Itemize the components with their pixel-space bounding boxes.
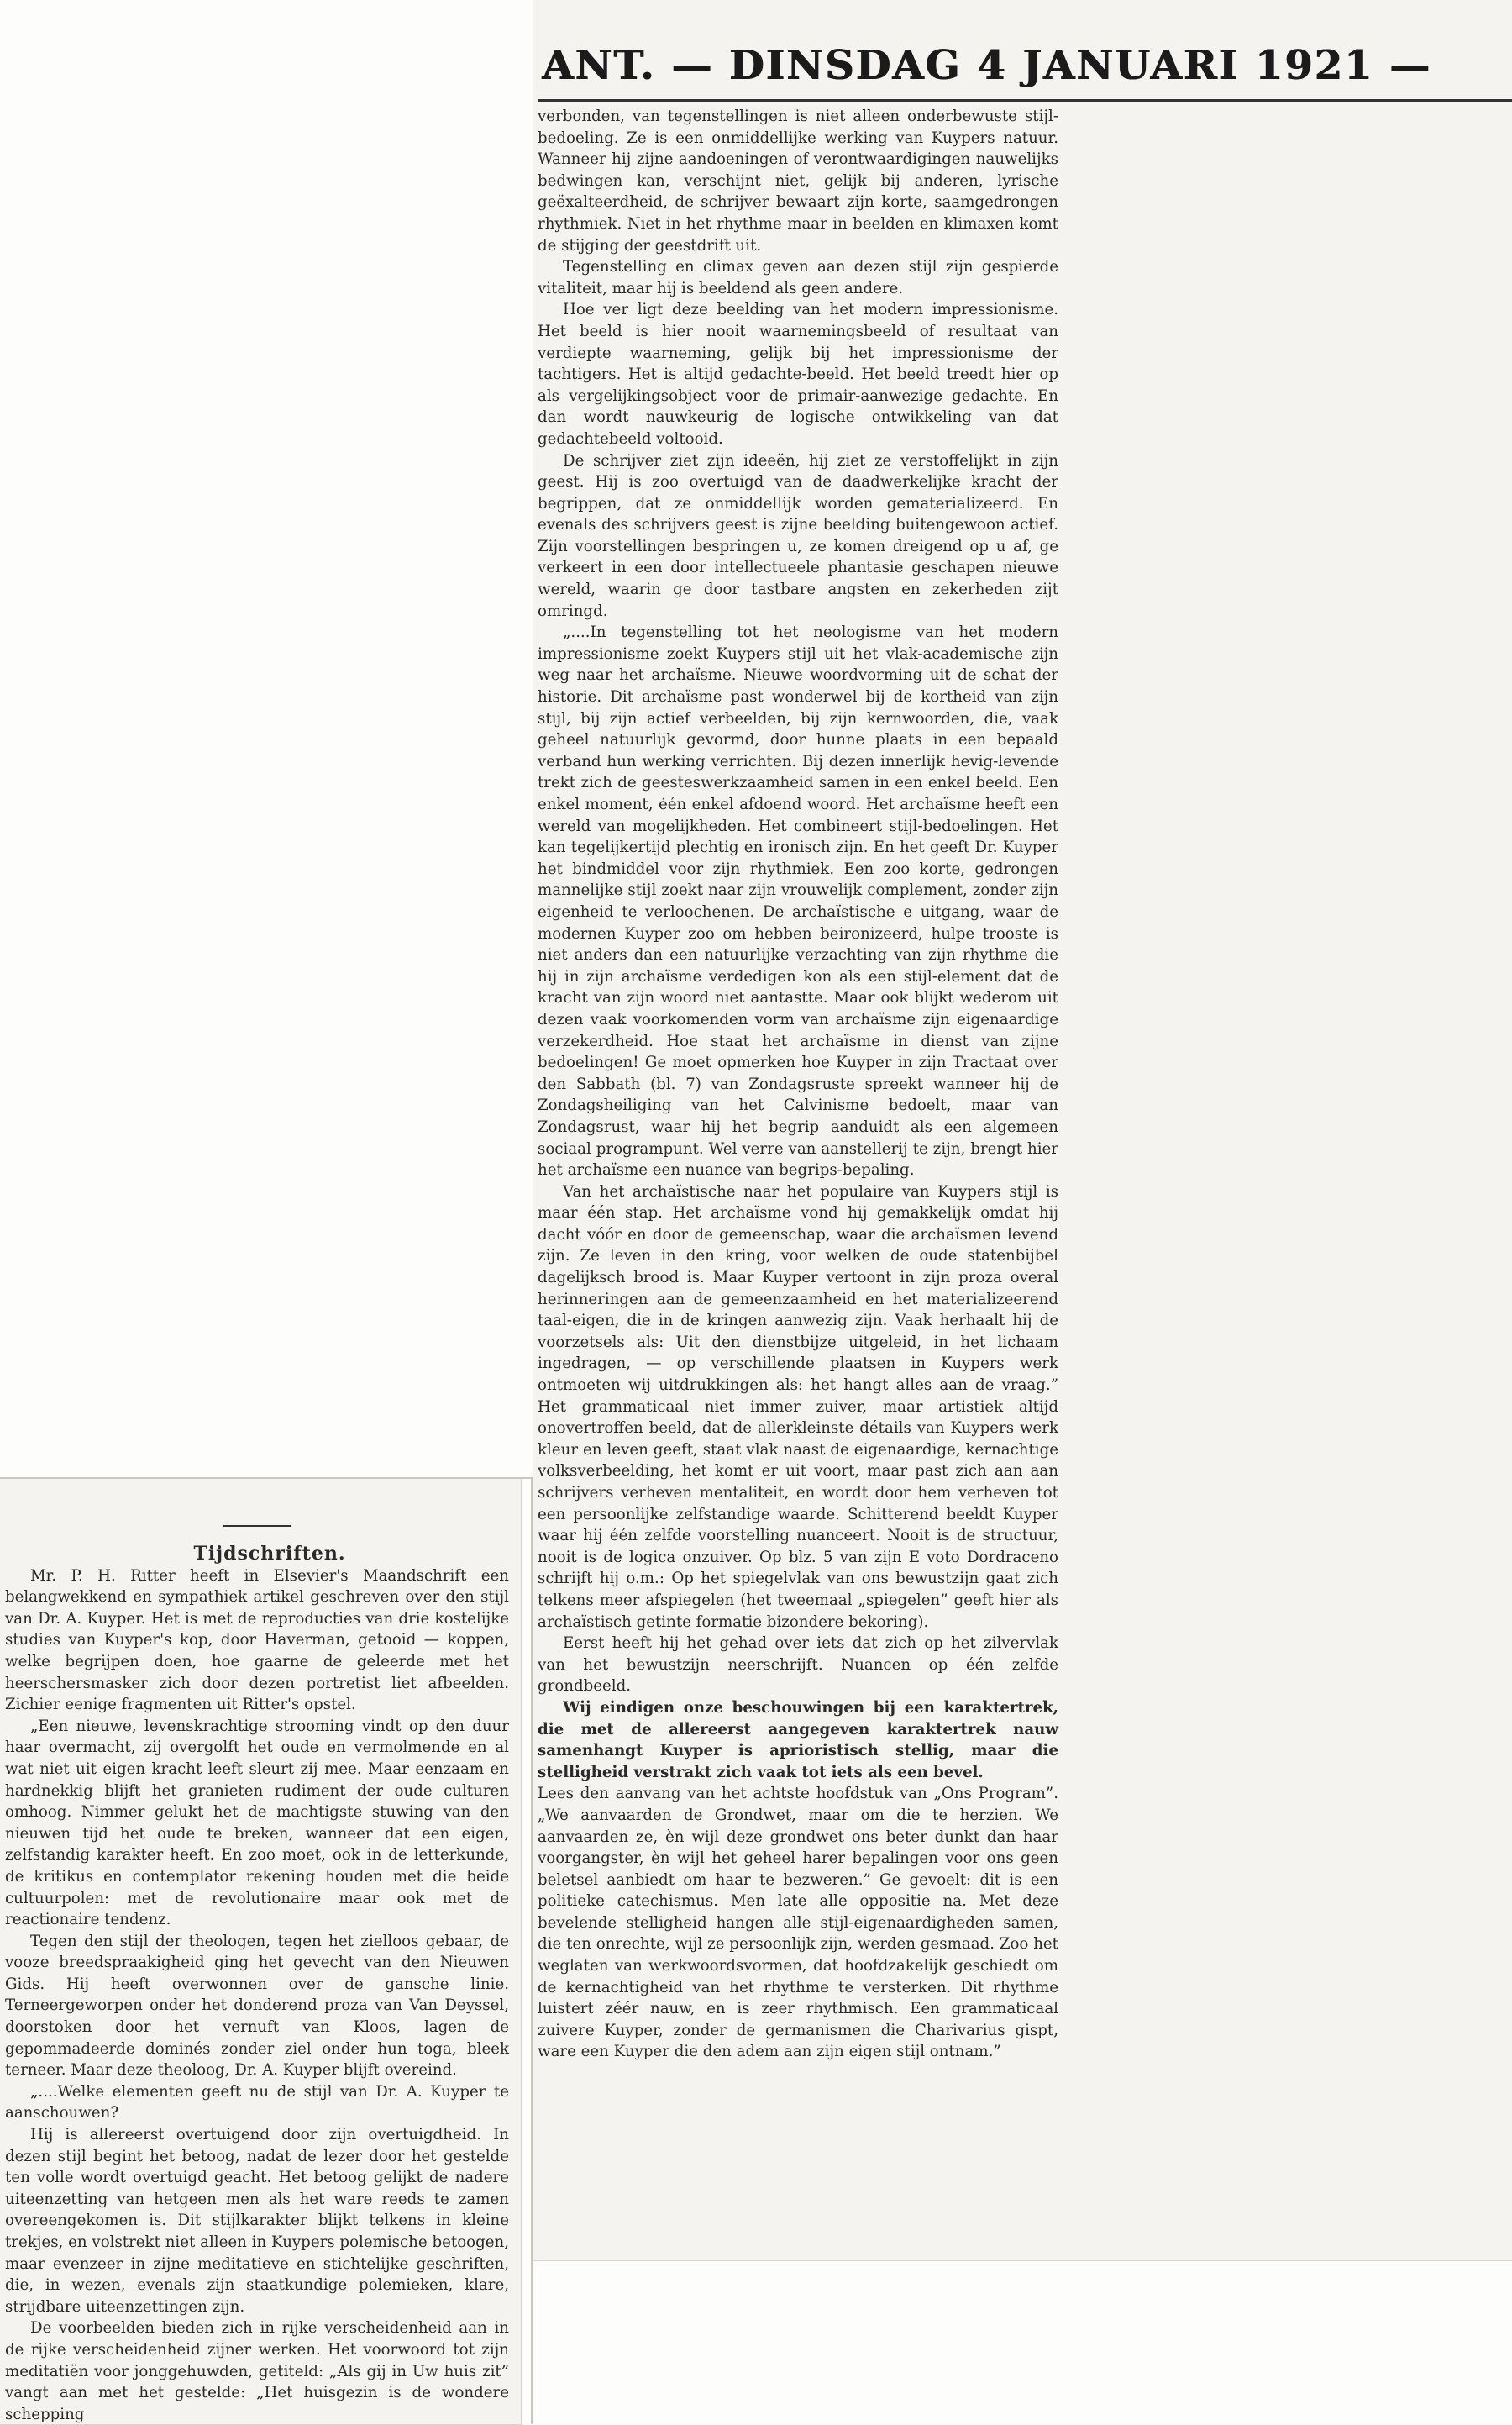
heading-rule <box>223 1525 291 1527</box>
article-paragraph: Tegen den stijl der theologen, tegen het zielloos gebaar, de vooze breedspraakigheid ging het gevecht van den Nieuwen Gids. Hij heeft overwonnen over de gansche linie. Terneergeworpen onder het donderend proza van Van Deyssel, doorstoken door het vernuft van Kloos, lagen de gepommadeerde dominés zonder ziel onder hun toga, bleek terneer. Maar deze theoloog, Dr. A. Kuyper blijft overeind. <box>5 1932 509 2080</box>
article-paragraph: Hoe ver ligt deze beelding van het modern impressionisme. Het beeld is hier nooit waarnemingsbeeld of resultaat van verdiepte waarneming, gelijk bij het impressionisme der tachtigers. Het is altijd gedachte-beeld. Het beeld treedt hier op als vergelijkingsobject voor de primair-aanwezige gedachte. En dan wordt nauwkeurig de logische ontwikkeling van dat gedachtebeeld voltooid. <box>538 301 1058 448</box>
left-article-column <box>5 1525 509 2425</box>
article-paragraph: De voorbeelden bieden zich in rijke verscheidenheid aan in de rijke verscheidenheid zijner werken. Het voorwoord tot zijn meditatiën voor jonggehuwden, getiteld: „Als gij in Uw huis zit” vangt aan met het gestelde: „Het huisgezin is de wondere schepping <box>5 2319 509 2423</box>
article-paragraph: „....Welke elementen geeft nu de stijl van Dr. A. Kuyper te aanschouwen? <box>5 2082 509 2123</box>
article-paragraph: „....In tegenstelling tot het neologisme van het modern impressionisme zoekt Kuypers stijl uit het vlak-academische zijn weg naar het archaïsme. Nieuwe woordvorming uit de schat der historie. Dit archaïsme past wonderwel bij de kortheid van zijn stijl, bij zijn actief verbeelden, bij zijn kernwoorden, die, vaak geheel natuurlijk gevormd, door hunne plaats in een bepaald verband hun werking verrichten. Bij dezen innerlijk hevig-levende trekt zich de geesteswerkzaamheid samen in een enkel beeld. Een enkel moment, één enkel afdoend woord. Het archaïsme heeft een wereld van mogelijkheden. Het combineert stijl-bedoelingen. Het kan tegelijkertijd plechtig en ironisch zijn. En het geeft Dr. Kuyper het bindmiddel voor zijn rhythmiek. Een zoo korte, gedrongen mannelijke stijl zoekt naar zijn vrouwelijk complement, zonder zijn eigenheid te verloochenen. De archaïstische e uitgang, waar de modernen Kuyper zoo om hebben beironizeerd, hulpe trooste is niet anders dan een natuurlijke verzachting van zijn rhythme die hij in zijn archaïsme verdedigen kon als een stijl-element dat de kracht van zijn woord niet aantastte. Maar ook blijkt wederom uit dezen vaak voorkomenden vorm van archaïsme zijn eigenaardige verzekerdheid. Hoe staat het archaïsme in dienst van zijne bedoelingen! Ge moet opmerken hoe Kuyper in zijn Tractaat over den Sabbath (bl. 7) van Zondagsruste spreekt wanneer hij de Zondagsheiliging van het Calvinisme bedoelt, maar van Zondagsrust, waar hij het begrip aanduidt als een algemeen sociaal programpunt. Wel verre van aanstellerij te zijn, brengt hier het archaïsme een nuance van begrips-bepaling. <box>538 623 1058 1180</box>
article-paragraph: Hij is allereerst overtuigend door zijn overtuigdheid. In dezen stijl begint het betoog, nadat de lezer door het gestelde ten volle wordt overtuigd geacht. Het betoog gelijkt de nadere uiteenzetting van hetgeen men als het ware reeds te zamen overeengekomen is. Dit stijlkarakter blijkt telkens in kleine trekjes, en volstrekt niet alleen in Kuypers polemische betoogen, maar evenzeer in zijne meditatieve en stichtelijke geschriften, die, in wezen, evenals zijn staatkundige polemieken, klare, strijdbare uiteenzettingen zijn. <box>5 2126 509 2316</box>
article-paragraph-bold: Wij eindigen onze beschouwingen bij een karaktertrek, die met de allereerst aangegeven karaktertrek nauw samenhangt Kuyper is aprioristisch stellig, maar die stelligheid verstrakt zich vaak tot iets als een bevel. <box>538 1698 1058 1781</box>
article-paragraph: Van het archaïstische naar het populaire van Kuypers stijl is maar één stap. Het archaïsme vond hij gemakkelijk omdat hij dacht vóór en door de gemeenschap, waar die archaïsmen levend zijn. Ze leven in den kring, voor welken de oude statenbijbel dagelijksch brood is. Maar Kuyper vertoont in zijn proza overal herinneringen aan de gemeenzaamheid en het materializeerend taal-eigen, die in de kringen aanwezig zijn. Vaak herhaalt hij de voorzetsels als: Uit den dienstbijze uitgeleid, in het lichaam ingedragen, — op verschillende plaatsen in Kuypers werk ontmoeten wij uitdrukkingen als: het hangt alles aan de vraag.” Het grammaticaal niet immer zuiver, maar artistiek altijd onovertroffen beeld, dat de allerkleinste détails van Kuypers werk kleur en leven geeft, staat vlak naast de eigenaardige, kernachtige volksverbeelding, het komt er uit voort, maar past zich aan aan schrijvers verheven mentaliteit, en wordt door hem verheven tot een persoonlijke zelfstandige waarde. Schitterend beeldt Kuyper waar hij één zelfde voorstelling nuanceert. Nooit is de structuur, nooit is de logica onzuiver. Op blz. 5 van zijn E voto Dordraceno schrijft hij o.m.: Op het spiegelvlak van ons bewustzijn gaat zich telkens meer afspiegelen (het tweemaal „spiegelen” geeft hier als archaïstisch getinte formatie bizondere bekoring). <box>538 1182 1058 1631</box>
fold-line-horizontal <box>0 1477 533 1479</box>
masthead-rule <box>538 99 1512 102</box>
article-paragraph: Lees den aanvang van het achtste hoofdstuk van „Ons Program”. „We aanvaarden de Grondwet, maar om die te herzien. We aanvaarden ze, èn wijl deze grondwet ons beter dunkt dan haar voorgangster, èn wijl het geheel harer bepalingen voor ons geen beletsel aanbiedt om haar te bezweren.” Ge gevoelt: dit is een politieke catechismus. Men late alle oppositie na. Met deze bevelende stelligheid hangen alle stijl-eigenaardigheden samen, die ten onrechte, wijl ze persoonlijk zijn, werden gesmaad. Zoo het weglaten van werkwoordsvormen, dat hoofdzakelijk geschiedt om de kernachtigheid van het rhythme te versterken. Dit rhythme luistert zéér nauw, en is zeer rhythmisch. Een grammaticaal zuivere Kuyper, zonder de germanismen die Charivarius gispt, ware een Kuyper die den adem aan zijn eigen stijl ontnam.” <box>538 1785 1058 2061</box>
fold-line-vertical <box>531 1479 533 2424</box>
newspaper-masthead: ANT. — DINSDAG 4 JANUARI 1921 — <box>542 42 1431 89</box>
section-heading: Tijdschriften. <box>193 1543 346 1565</box>
article-paragraph: Eerst heeft hij het gehad over iets dat zich op het zilvervlak van het bewustzijn neerschrijft. Nuancen op één zelfde grondbeeld. <box>538 1634 1058 1696</box>
right-article-column <box>538 106 1058 2063</box>
article-paragraph: De schrijver ziet zijn ideeën, hij ziet ze verstoffelijkt in zijn geest. Hij is zoo overtuigd van de daadwerkelijke kracht der begrippen, dat ze onmiddellijk worden gematerializeerd. En evenals des schrijvers geest is zijne beelding buitengewoon actief. Zijn voorstellingen bespringen u, ze komen dreigend op u af, ge verkeert in een door intellectueele phantasie geschapen nieuwe wereld, waarin ge door tastbare angsten en zekerheden zijt omringd. <box>538 451 1058 620</box>
article-paragraph: verbonden, van tegenstellingen is niet alleen onderbewuste stijl-bedoeling. Ze is een onmiddellijke werking van Kuypers natuur. Wanneer hij zijne aandoeningen of verontwaardigingen nauwelijks bedwingen kan, verschijnt niet, gelijk bij anderen, lyrische geëxalteerdheid, de schrijver bewaart zijn korte, saamgedrongen rhythmiek. Niet in het rhythme maar in beelden en klimaxen komt de stijging der geestdrift uit. <box>538 108 1058 255</box>
article-paragraph: Tegenstelling en climax geven aan dezen stijl zijn gespierde vitaliteit, maar hij is beeldend als geen andere. <box>538 258 1058 297</box>
article-intro: Mr. P. H. Ritter heeft in Elsevier's Maandschrift een belangwekkend en sympathiek artikel geschreven over den stijl van Dr. A. Kuyper. Het is met de reproducties van drie kostelijke studies van Kuyper's kop, door Haverman, getooid — koppen, welke begrijpen doen, hoe gaarne de geleerde met het heerschersmasker zich door dezen portretist liet afbeelden. Zichier eenige fragmenten uit Ritter's opstel. <box>5 1566 509 1714</box>
article-paragraph: „Een nieuwe, levenskrachtige strooming vindt op den duur haar overmacht, zij overgolft het oude en vermolmende en al wat niet uit eigen kracht leeft sleurt zij mee. Maar eenzaam en hardnekkig blijft het granieten rudiment der oude culturen omhoog. Nimmer gelukt het de machtigste stuwing van den nieuwen tijd het oude te breken, wanneer dat een eigen, zelfstandig karakter heeft. En zoo moet, ook in de letterkunde, de kritikus en contemplator rekening houden met die beide cultuurpolen: met de revolutionaire maar ook met de reactionaire tendenz. <box>5 1717 509 1929</box>
